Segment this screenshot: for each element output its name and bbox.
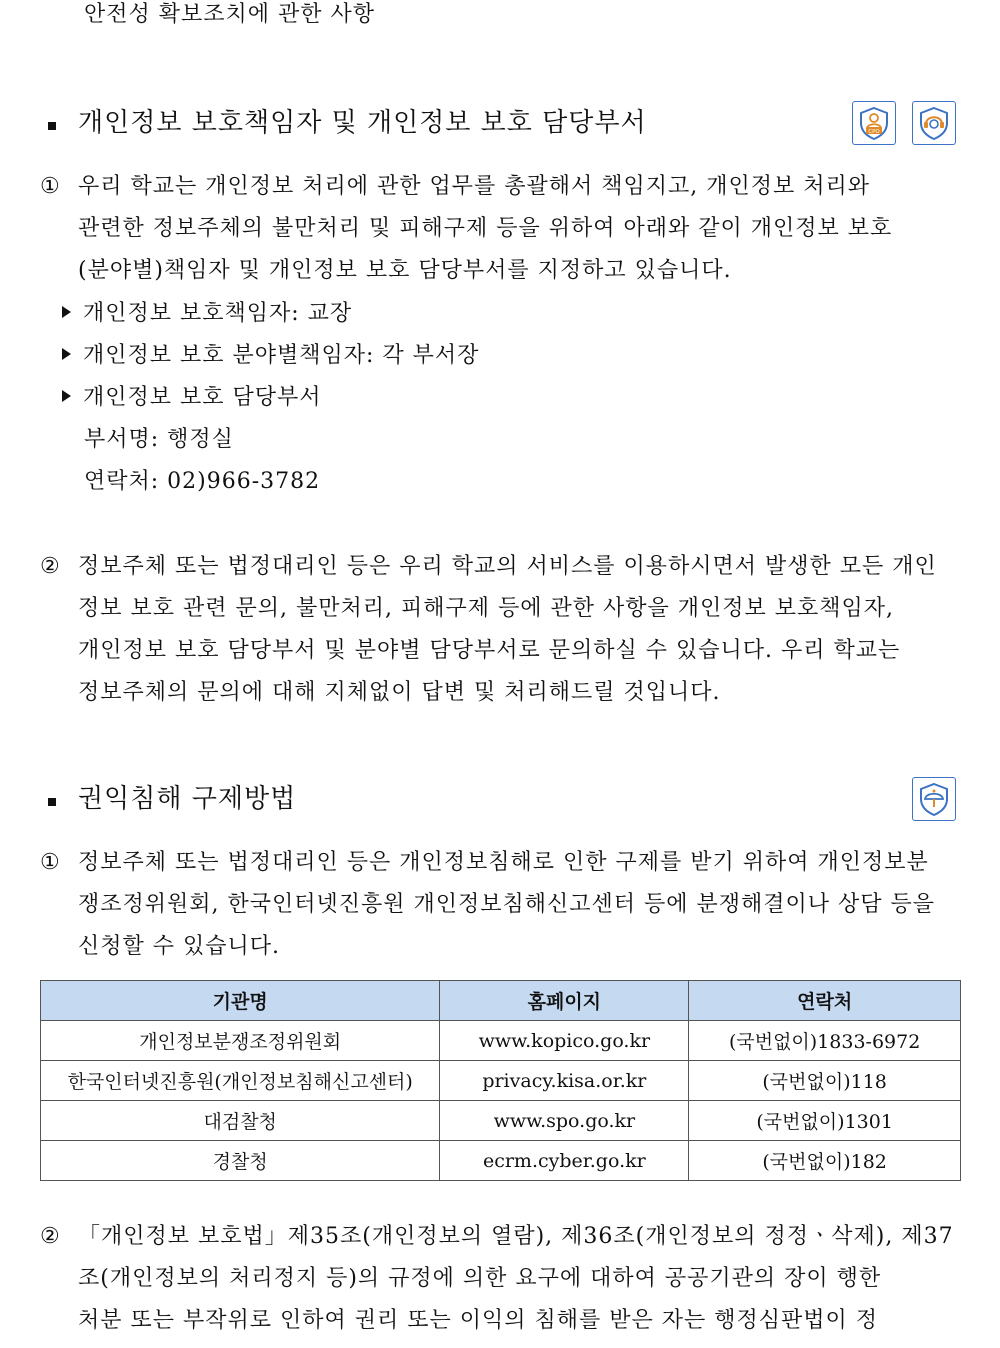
para-line: 정보주체의 문의에 대해 지체없이 답변 및 처리해드릴 것입니다. [78, 680, 721, 705]
section-bullet [48, 798, 56, 806]
table-cell: privacy.kisa.or.kr [440, 1061, 689, 1101]
table-row [41, 1061, 961, 1101]
triangle-bullet-icon [62, 390, 71, 402]
table-cell: 한국인터넷진흥원(개인정보침해신고센터) [41, 1061, 440, 1101]
para-line: 「개인정보 보호법」제35조(개인정보의 열람), 제36조(개인정보의 정정ㆍ삭제), 제37 [78, 1224, 954, 1249]
table-cell: 경찰청 [41, 1141, 440, 1181]
section-bullet [48, 122, 56, 130]
table-header-row [41, 981, 961, 1021]
table-cell: (국번없이)182 [689, 1141, 961, 1181]
cpo-shield-icon [852, 101, 896, 145]
para-line: 관련한 정보주체의 불만처리 및 피해구제 등을 위하여 아래와 같이 개인정보 보호 [78, 216, 893, 241]
table-cell: (국번없이)1301 [689, 1101, 961, 1141]
para-line: 정보주체 또는 법정대리인 등은 우리 학교의 서비스를 이용하시면서 발생한 모든 개인 [78, 554, 937, 579]
triangle-bullet-icon [62, 348, 71, 360]
umbrella-shield-icon [912, 777, 956, 821]
para-line: 정보 보호 관련 문의, 불만처리, 피해구제 등에 관한 사항을 개인정보 보호책임자, [78, 596, 894, 621]
agency-table [40, 980, 961, 1181]
triangle-bullet-icon [62, 306, 71, 318]
table-row [41, 1021, 961, 1061]
table-cell: www.kopico.go.kr [440, 1021, 689, 1061]
table-cell: (국번없이)118 [689, 1061, 961, 1101]
para-marker: ① [40, 174, 61, 199]
top-line: 안전성 확보조치에 관한 사항 [84, 2, 376, 27]
table-cell: 대검찰청 [41, 1101, 440, 1141]
dept-contact: 연락처: 02)966-3782 [84, 469, 321, 494]
section2-heading: 권익침해 구제방법 [78, 784, 297, 814]
table-cell: (국번없이)1833-6972 [689, 1021, 961, 1061]
column-header: 홈페이지 [440, 981, 689, 1021]
para-line: 정보주체 또는 법정대리인 등은 개인정보침해로 인한 구제를 받기 위하여 개인정보분 [78, 850, 929, 875]
para-line: 조(개인정보의 처리정지 등)의 규정에 의한 요구에 대하여 공공기관의 장이 행한 [78, 1266, 882, 1291]
para-line: (분야별)책임자 및 개인정보 보호 담당부서를 지정하고 있습니다. [78, 258, 732, 283]
para-line: 쟁조정위원회, 한국인터넷진흥원 개인정보침해신고센터 등에 분쟁해결이나 상담 등을 [78, 892, 936, 917]
table-cell: www.spo.go.kr [440, 1101, 689, 1141]
table-cell: ecrm.cyber.go.kr [440, 1141, 689, 1181]
para-line: 신청할 수 있습니다. [78, 934, 280, 959]
column-header: 기관명 [41, 981, 440, 1021]
para-line: 개인정보 보호 담당부서 및 분야별 담당부서로 문의하실 수 있습니다. 우리 학교는 [78, 638, 901, 663]
table-row [41, 1101, 961, 1141]
para-line: 처분 또는 부작위로 인하여 권리 또는 이익의 침해를 받은 자는 행정심판법이 정 [78, 1308, 878, 1333]
headset-support-icon [912, 101, 956, 145]
bullet-item: 개인정보 보호 담당부서 [62, 383, 322, 413]
table-cell: 개인정보분쟁조정위원회 [41, 1021, 440, 1061]
para-marker: ② [40, 1224, 61, 1249]
bullet-item: 개인정보 보호책임자: 교장 [62, 299, 352, 329]
bullet-item: 개인정보 보호 분야별책임자: 각 부서장 [62, 341, 479, 371]
para-marker: ① [40, 850, 61, 875]
para-line: 우리 학교는 개인정보 처리에 관한 업무를 총괄해서 책임지고, 개인정보 처리와 [78, 174, 870, 199]
cpo-badge-text: CPO [868, 129, 880, 135]
para-marker: ② [40, 554, 61, 579]
column-header: 연락처 [689, 981, 961, 1021]
table-row [41, 1141, 961, 1181]
dept-name: 부서명: 행정실 [84, 427, 234, 452]
section1-heading: 개인정보 보호책임자 및 개인정보 보호 담당부서 [78, 108, 647, 138]
